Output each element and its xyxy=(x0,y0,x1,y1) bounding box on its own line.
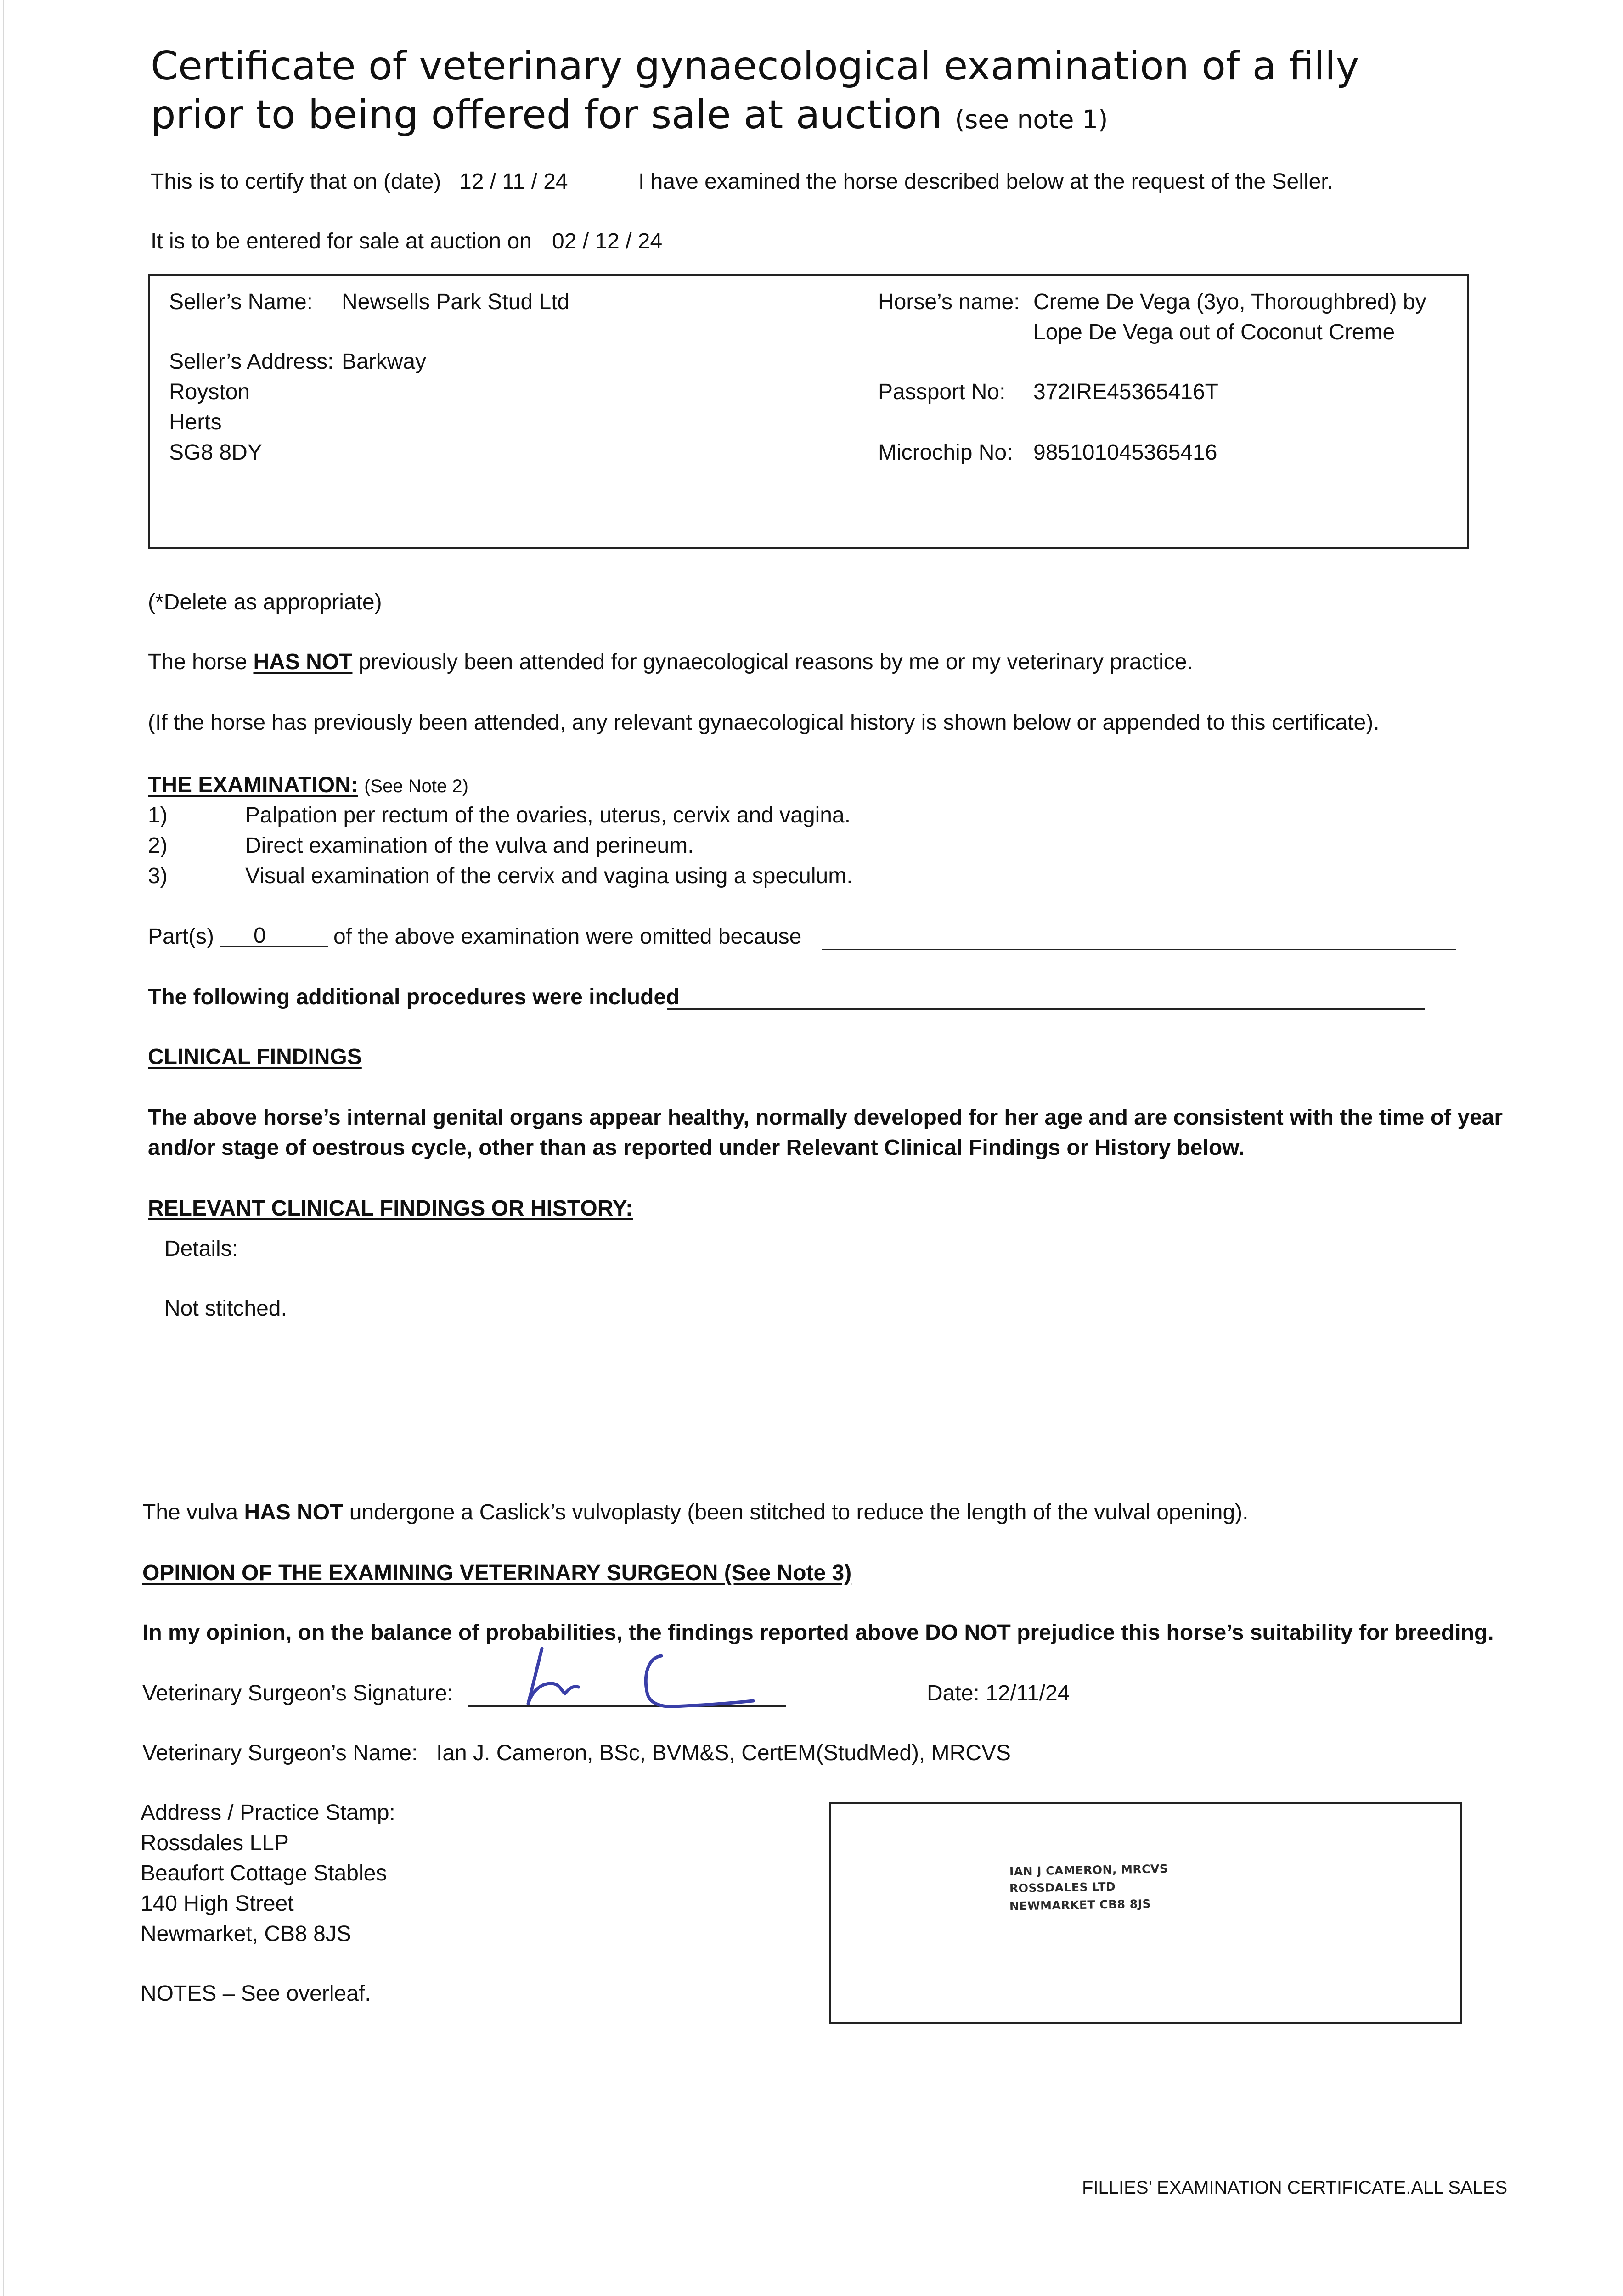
clinical-text-line-2: and/or stage of oestrous cycle, other than as reported under Relevant Clinical Findings or History below. xyxy=(148,1136,1245,1160)
omitted-reason-line xyxy=(822,949,1456,950)
practice-stamp-box xyxy=(829,1802,1462,2024)
practice-address-line-2: Beaufort Cottage Stables xyxy=(141,1861,387,1885)
attended-note: (If the horse has previously been attended, any relevant gynaecological history is shown below or appended to this certificate). xyxy=(148,710,1380,735)
certify-prefix: This is to certify that on (date) xyxy=(151,169,441,194)
clinical-text-line-1: The above horse’s internal genital organs appear healthy, normally developed for her age and are consistent with the time of year xyxy=(148,1105,1503,1130)
surgeon-name-label: Veterinary Surgeon’s Name: xyxy=(142,1741,418,1765)
vulva-suffix: undergone a Caslick’s vulvoplasty (been stitched to reduce the length of the vulval opening). xyxy=(349,1500,1249,1525)
passport-number: 372IRE45365416T xyxy=(1033,380,1218,404)
opinion-text: In my opinion, on the balance of probabilities, the findings reported above DO NOT prejudice this horse’s suitability for breeding. xyxy=(142,1621,1494,1645)
delete-note: (*Delete as appropriate) xyxy=(148,590,382,614)
exam-item-1-text: Palpation per rectum of the ovaries, uterus, cervix and vagina. xyxy=(245,803,851,827)
stamp-line-3: NEWMARKET CB8 8JS xyxy=(1009,1897,1151,1913)
auction-date: 02 / 12 / 24 xyxy=(552,229,663,253)
examination-heading-row xyxy=(148,771,468,800)
signature-image xyxy=(510,1639,767,1717)
signature-label: Veterinary Surgeon’s Signature: xyxy=(142,1681,453,1705)
seller-name: Newsells Park Stud Ltd xyxy=(342,290,570,314)
title-line-1: Certificate of veterinary gynaecological examination of a filly xyxy=(151,43,1359,89)
relevant-details-label: Details: xyxy=(164,1237,238,1261)
stamp-line-2: ROSSDALES LTD xyxy=(1009,1880,1116,1896)
microchip-label: Microchip No: xyxy=(878,440,1013,465)
horse-name-label: Horse’s name: xyxy=(878,290,1020,314)
vulva-status: HAS NOT xyxy=(244,1500,344,1525)
seller-address-line-3: Herts xyxy=(169,410,222,434)
opinion-heading: OPINION OF THE EXAMINING VETERINARY SURGEON (See Note 3) xyxy=(142,1561,852,1585)
certify-date: 12 / 11 / 24 xyxy=(459,169,568,194)
footer-label: FILLIES’ EXAMINATION CERTIFICATE.ALL SALES xyxy=(1082,2178,1508,2198)
vulva-statement xyxy=(142,1499,1248,1526)
exam-item-2-num: 2) xyxy=(148,833,168,858)
signature-date-row xyxy=(927,1680,1070,1707)
seller-address-line-4: SG8 8DY xyxy=(169,440,262,465)
practice-address-line-4: Newmarket, CB8 8JS xyxy=(141,1922,351,1946)
attended-status: HAS NOT xyxy=(253,650,353,674)
signature-stroke xyxy=(646,1656,753,1706)
microchip-number: 985101045365416 xyxy=(1033,440,1217,465)
signature-date-label: Date: xyxy=(927,1681,980,1705)
exam-item-1-num: 1) xyxy=(148,803,168,827)
additional-label: The following additional procedures were included xyxy=(148,985,680,1009)
seller-address-label: Seller’s Address: xyxy=(169,349,334,374)
omitted-prefix: Part(s) xyxy=(148,924,214,949)
omitted-suffix: of the above examination were omitted because xyxy=(333,924,802,949)
examination-heading: THE EXAMINATION: xyxy=(148,773,358,797)
exam-item-2-text: Direct examination of the vulva and perineum. xyxy=(245,833,694,858)
omitted-parts-value: 0 xyxy=(254,923,266,948)
title-note: (see note 1) xyxy=(955,105,1108,134)
certify-suffix: I have examined the horse described below at the request of the Seller. xyxy=(638,169,1333,194)
signature-stroke xyxy=(528,1649,579,1704)
horse-name-line-2: Lope De Vega out of Coconut Creme xyxy=(1033,320,1395,344)
title-line-2 xyxy=(151,91,1108,143)
attended-prefix: The horse xyxy=(148,650,248,674)
practice-label: Address / Practice Stamp: xyxy=(141,1801,395,1825)
exam-item-3-text: Visual examination of the cervix and vagina using a speculum. xyxy=(245,864,853,888)
passport-label: Passport No: xyxy=(878,380,1006,404)
examination-note: (See Note 2) xyxy=(364,776,468,796)
additional-line xyxy=(667,1008,1425,1010)
horse-name-line-1: Creme De Vega (3yo, Thoroughbred) by xyxy=(1033,290,1426,314)
notes-overleaf: NOTES – See overleaf. xyxy=(141,1981,371,2006)
stamp-line-1: IAN J CAMERON, MRCVS xyxy=(1009,1862,1168,1879)
exam-item-3-num: 3) xyxy=(148,864,168,888)
signature-date: 12/11/24 xyxy=(986,1681,1070,1705)
clinical-heading: CLINICAL FINDINGS xyxy=(148,1045,362,1069)
auction-prefix: It is to be entered for sale at auction on xyxy=(151,229,532,253)
relevant-heading: RELEVANT CLINICAL FINDINGS OR HISTORY: xyxy=(148,1196,633,1221)
vulva-prefix: The vulva xyxy=(142,1500,238,1525)
seller-name-label: Seller’s Name: xyxy=(169,290,313,314)
title-line-2-text: prior to being offered for sale at auction xyxy=(151,92,942,138)
practice-address-line-1: Rossdales LLP xyxy=(141,1831,289,1855)
attended-statement xyxy=(148,648,1193,676)
relevant-details-value: Not stitched. xyxy=(164,1296,287,1321)
scan-edge xyxy=(3,0,4,2296)
practice-address-line-3: 140 High Street xyxy=(141,1891,294,1916)
seller-address-line-1: Barkway xyxy=(342,349,427,374)
surgeon-name: Ian J. Cameron, BSc, BVM&S, CertEM(StudMed), MRCVS xyxy=(436,1741,1011,1765)
attended-suffix: previously been attended for gynaecological reasons by me or my veterinary practice. xyxy=(358,650,1193,674)
seller-address-line-2: Royston xyxy=(169,380,250,404)
omitted-parts-line xyxy=(220,946,328,947)
